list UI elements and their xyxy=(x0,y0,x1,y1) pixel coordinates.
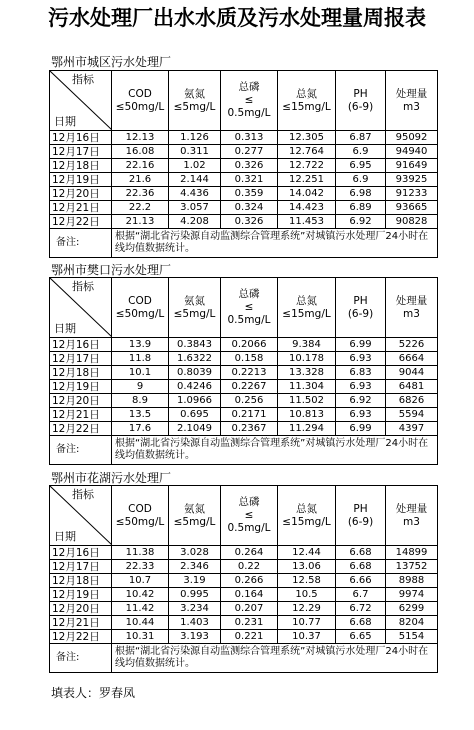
header-ammonia xyxy=(169,486,221,546)
ph-cell: 6.7 xyxy=(336,588,386,602)
nh3-cell: 1.02 xyxy=(169,159,221,173)
header-nitrogen-line: ≤15mg/L xyxy=(282,307,331,320)
vol-cell: 9044 xyxy=(386,366,438,380)
vol-cell: 91233 xyxy=(386,187,438,201)
tn-cell: 10.37 xyxy=(278,630,336,644)
table-row xyxy=(50,408,438,422)
date-cell: 12月16日 xyxy=(50,546,112,560)
nh3-cell: 3.193 xyxy=(169,630,221,644)
ph-cell: 6.9 xyxy=(336,173,386,187)
cod-cell: 12.13 xyxy=(112,131,169,145)
ph-cell: 6.68 xyxy=(336,616,386,630)
header-ph-line: (6-9) xyxy=(347,100,374,113)
indicator-label: 指标 xyxy=(72,73,94,86)
table-row xyxy=(50,546,438,560)
tn-cell: 10.77 xyxy=(278,616,336,630)
diagonal-header-cell xyxy=(50,71,112,131)
date-cell: 12月22日 xyxy=(50,215,112,229)
tn-cell: 13.06 xyxy=(278,560,336,574)
date-label: 日期 xyxy=(54,322,76,335)
header-phosphorus-line: ≤ xyxy=(244,301,254,313)
header-ph xyxy=(336,71,386,131)
nh3-cell: 1.403 xyxy=(169,616,221,630)
header-nitrogen-line: ≤15mg/L xyxy=(282,100,331,113)
tp-cell: 0.22 xyxy=(221,560,278,574)
header-row xyxy=(50,71,438,131)
header-cod-line: ≤50mg/L xyxy=(115,307,165,320)
date-label: 日期 xyxy=(54,530,76,543)
header-ph-line: PH xyxy=(353,294,368,307)
ph-cell: 6.93 xyxy=(336,408,386,422)
date-cell: 12月18日 xyxy=(50,574,112,588)
header-nitrogen xyxy=(278,71,336,131)
date-cell: 12月18日 xyxy=(50,366,112,380)
tp-cell: 0.2171 xyxy=(221,408,278,422)
note-text: 根据“湖北省污染源自动监测综合管理系统”对城镇污水处理厂24小时在线均值数据统计。 xyxy=(112,229,438,258)
header-ammonia-line: 氨氮 xyxy=(184,502,205,515)
header-phosphorus-line: ≤ xyxy=(244,509,254,521)
vol-cell: 93925 xyxy=(386,173,438,187)
header-nitrogen xyxy=(278,486,336,546)
tp-cell: 0.2066 xyxy=(221,338,278,352)
nh3-cell: 2.1049 xyxy=(169,422,221,436)
table-row xyxy=(50,574,438,588)
header-ammonia-line: ≤5mg/L xyxy=(173,515,216,528)
header-cod xyxy=(112,486,169,546)
station-name: 鄂州市花湖污水处理厂 xyxy=(51,471,172,485)
date-cell: 12月17日 xyxy=(50,560,112,574)
tn-cell: 13.328 xyxy=(278,366,336,380)
vol-cell: 94940 xyxy=(386,145,438,159)
ph-cell: 6.89 xyxy=(336,201,386,215)
vol-cell: 14899 xyxy=(386,546,438,560)
nh3-cell: 0.4246 xyxy=(169,380,221,394)
indicator-label: 指标 xyxy=(72,488,94,501)
cod-cell: 11.8 xyxy=(112,352,169,366)
note-row xyxy=(50,229,438,258)
cod-cell: 10.7 xyxy=(112,574,169,588)
ph-cell: 6.68 xyxy=(336,546,386,560)
station-name: 鄂州市樊口污水处理厂 xyxy=(51,263,172,277)
cod-cell: 22.36 xyxy=(112,187,169,201)
tp-cell: 0.326 xyxy=(221,159,278,173)
header-ammonia-line: 氨氮 xyxy=(184,294,205,307)
tp-cell: 0.266 xyxy=(221,574,278,588)
header-nitrogen-line: 总氮 xyxy=(296,87,317,100)
date-cell: 12月19日 xyxy=(50,173,112,187)
vol-cell: 8204 xyxy=(386,616,438,630)
header-volume xyxy=(386,71,438,131)
ph-cell: 6.93 xyxy=(336,380,386,394)
tn-cell: 12.251 xyxy=(278,173,336,187)
nh3-cell: 0.311 xyxy=(169,145,221,159)
tn-cell: 9.384 xyxy=(278,338,336,352)
date-cell: 12月21日 xyxy=(50,616,112,630)
vol-cell: 13752 xyxy=(386,560,438,574)
tn-cell: 12.44 xyxy=(278,546,336,560)
header-ammonia-line: ≤5mg/L xyxy=(173,100,216,113)
vol-cell: 95092 xyxy=(386,131,438,145)
nh3-cell: 0.695 xyxy=(169,408,221,422)
tp-cell: 0.313 xyxy=(221,131,278,145)
nh3-cell: 0.995 xyxy=(169,588,221,602)
date-cell: 12月16日 xyxy=(50,338,112,352)
header-volume-line: m3 xyxy=(403,307,420,320)
nh3-cell: 4.436 xyxy=(169,187,221,201)
date-cell: 12月21日 xyxy=(50,201,112,215)
vol-cell: 90828 xyxy=(386,215,438,229)
table-row xyxy=(50,145,438,159)
date-cell: 12月21日 xyxy=(50,408,112,422)
diagonal-header-cell xyxy=(50,486,112,546)
tp-cell: 0.207 xyxy=(221,602,278,616)
header-phosphorus-line: ≤ xyxy=(244,94,254,106)
header-phosphorus-line: 0.5mg/L xyxy=(227,107,271,119)
table-row xyxy=(50,338,438,352)
header-ammonia-line: 氨氮 xyxy=(184,87,205,100)
ph-cell: 6.99 xyxy=(336,422,386,436)
tp-cell: 0.326 xyxy=(221,215,278,229)
nh3-cell: 3.057 xyxy=(169,201,221,215)
header-phosphorus-line: 总磷 xyxy=(238,288,260,300)
header-cod xyxy=(112,71,169,131)
nh3-cell: 3.19 xyxy=(169,574,221,588)
table-row xyxy=(50,380,438,394)
cod-cell: 22.16 xyxy=(112,159,169,173)
tn-cell: 12.764 xyxy=(278,145,336,159)
ph-cell: 6.92 xyxy=(336,394,386,408)
table-row xyxy=(50,352,438,366)
tp-cell: 0.231 xyxy=(221,616,278,630)
tp-cell: 0.324 xyxy=(221,201,278,215)
tp-cell: 0.264 xyxy=(221,546,278,560)
cod-cell: 10.42 xyxy=(112,588,169,602)
ph-cell: 6.93 xyxy=(336,352,386,366)
table-row xyxy=(50,366,438,380)
tn-cell: 14.423 xyxy=(278,201,336,215)
indicator-label: 指标 xyxy=(72,280,94,293)
nh3-cell: 3.028 xyxy=(169,546,221,560)
ph-cell: 6.9 xyxy=(336,145,386,159)
tn-cell: 12.722 xyxy=(278,159,336,173)
vol-cell: 93665 xyxy=(386,201,438,215)
nh3-cell: 2.144 xyxy=(169,173,221,187)
cod-cell: 17.6 xyxy=(112,422,169,436)
header-ph-line: PH xyxy=(353,87,368,100)
header-ammonia xyxy=(169,71,221,131)
date-cell: 12月22日 xyxy=(50,422,112,436)
header-nitrogen-line: 总氮 xyxy=(296,502,317,515)
tp-cell: 0.164 xyxy=(221,588,278,602)
ph-cell: 6.87 xyxy=(336,131,386,145)
vol-cell: 91649 xyxy=(386,159,438,173)
nh3-cell: 1.6322 xyxy=(169,352,221,366)
station-table xyxy=(49,485,438,673)
header-nitrogen-line: ≤15mg/L xyxy=(282,515,331,528)
vol-cell: 5226 xyxy=(386,338,438,352)
cod-cell: 10.31 xyxy=(112,630,169,644)
date-cell: 12月22日 xyxy=(50,630,112,644)
header-volume-line: 处理量 xyxy=(395,294,428,307)
ph-cell: 6.68 xyxy=(336,560,386,574)
vol-cell: 6481 xyxy=(386,380,438,394)
tn-cell: 12.29 xyxy=(278,602,336,616)
header-ph xyxy=(336,486,386,546)
header-volume-line: 处理量 xyxy=(395,502,428,515)
table-row xyxy=(50,394,438,408)
cod-cell: 13.9 xyxy=(112,338,169,352)
tn-cell: 11.502 xyxy=(278,394,336,408)
tp-cell: 0.359 xyxy=(221,187,278,201)
header-nitrogen xyxy=(278,278,336,338)
table-row xyxy=(50,131,438,145)
header-cod-line: COD xyxy=(128,502,152,515)
header-phosphorus-line: 总磷 xyxy=(238,496,260,508)
station-name: 鄂州市城区污水处理厂 xyxy=(51,55,172,69)
header-ammonia xyxy=(169,278,221,338)
header-cod xyxy=(112,278,169,338)
header-phosphorus xyxy=(221,486,278,546)
header-volume xyxy=(386,486,438,546)
cod-cell: 22.2 xyxy=(112,201,169,215)
cod-cell: 21.6 xyxy=(112,173,169,187)
tn-cell: 11.304 xyxy=(278,380,336,394)
tp-cell: 0.321 xyxy=(221,173,278,187)
table-row xyxy=(50,173,438,187)
date-label: 日期 xyxy=(54,115,76,128)
header-phosphorus-line: 总磷 xyxy=(238,81,260,93)
ph-cell: 6.98 xyxy=(336,187,386,201)
table-row xyxy=(50,215,438,229)
header-cod-line: COD xyxy=(128,294,152,307)
nh3-cell: 1.0966 xyxy=(169,394,221,408)
header-nitrogen-line: 总氮 xyxy=(296,294,317,307)
ph-cell: 6.65 xyxy=(336,630,386,644)
date-cell: 12月20日 xyxy=(50,187,112,201)
header-volume xyxy=(386,278,438,338)
header-cod-line: COD xyxy=(128,87,152,100)
ph-cell: 6.92 xyxy=(336,215,386,229)
tn-cell: 11.294 xyxy=(278,422,336,436)
table-row xyxy=(50,588,438,602)
tp-cell: 0.2213 xyxy=(221,366,278,380)
header-volume-line: 处理量 xyxy=(395,87,428,100)
ph-cell: 6.99 xyxy=(336,338,386,352)
station-table xyxy=(49,70,438,258)
tp-cell: 0.2267 xyxy=(221,380,278,394)
cod-cell: 11.38 xyxy=(112,546,169,560)
table-row xyxy=(50,159,438,173)
tp-cell: 0.2367 xyxy=(221,422,278,436)
date-cell: 12月17日 xyxy=(50,145,112,159)
ph-cell: 6.66 xyxy=(336,574,386,588)
note-row xyxy=(50,644,438,673)
header-ph-line: (6-9) xyxy=(347,515,374,528)
vol-cell: 5154 xyxy=(386,630,438,644)
table-row xyxy=(50,422,438,436)
vol-cell: 4397 xyxy=(386,422,438,436)
header-cod-line: ≤50mg/L xyxy=(115,515,165,528)
date-cell: 12月19日 xyxy=(50,380,112,394)
header-ph-line: PH xyxy=(353,502,368,515)
cod-cell: 16.08 xyxy=(112,145,169,159)
cod-cell: 9 xyxy=(112,380,169,394)
header-phosphorus xyxy=(221,71,278,131)
date-cell: 12月20日 xyxy=(50,602,112,616)
ph-cell: 6.95 xyxy=(336,159,386,173)
ph-cell: 6.72 xyxy=(336,602,386,616)
header-phosphorus-line: 0.5mg/L xyxy=(227,522,271,534)
cod-cell: 21.13 xyxy=(112,215,169,229)
cod-cell: 13.5 xyxy=(112,408,169,422)
table-row xyxy=(50,616,438,630)
date-cell: 12月20日 xyxy=(50,394,112,408)
header-volume-line: m3 xyxy=(403,515,420,528)
station-table xyxy=(49,277,438,465)
header-phosphorus-line: 0.5mg/L xyxy=(227,314,271,326)
table-row xyxy=(50,201,438,215)
header-volume-line: m3 xyxy=(403,100,420,113)
note-row xyxy=(50,436,438,465)
cod-cell: 11.42 xyxy=(112,602,169,616)
table-row xyxy=(50,560,438,574)
nh3-cell: 3.234 xyxy=(169,602,221,616)
filler-name: 填表人：罗春凤 xyxy=(51,686,136,700)
nh3-cell: 0.8039 xyxy=(169,366,221,380)
cod-cell: 8.9 xyxy=(112,394,169,408)
tp-cell: 0.158 xyxy=(221,352,278,366)
note-label: 备注: xyxy=(50,436,112,465)
vol-cell: 9974 xyxy=(386,588,438,602)
report-title: 污水处理厂出水水质及污水处理量周报表 xyxy=(48,5,426,30)
vol-cell: 5594 xyxy=(386,408,438,422)
header-ph xyxy=(336,278,386,338)
tn-cell: 10.5 xyxy=(278,588,336,602)
tp-cell: 0.221 xyxy=(221,630,278,644)
header-cod-line: ≤50mg/L xyxy=(115,100,165,113)
diagonal-header-cell xyxy=(50,278,112,338)
tn-cell: 10.813 xyxy=(278,408,336,422)
nh3-cell: 2.346 xyxy=(169,560,221,574)
date-cell: 12月16日 xyxy=(50,131,112,145)
note-text: 根据“湖北省污染源自动监测综合管理系统”对城镇污水处理厂24小时在线均值数据统计。 xyxy=(112,436,438,465)
date-cell: 12月17日 xyxy=(50,352,112,366)
note-label: 备注: xyxy=(50,644,112,673)
tn-cell: 10.178 xyxy=(278,352,336,366)
cod-cell: 10.1 xyxy=(112,366,169,380)
note-text: 根据“湖北省污染源自动监测综合管理系统”对城镇污水处理厂24小时在线均值数据统计。 xyxy=(112,644,438,673)
table-row xyxy=(50,630,438,644)
header-ph-line: (6-9) xyxy=(347,307,374,320)
tn-cell: 12.305 xyxy=(278,131,336,145)
nh3-cell: 0.3843 xyxy=(169,338,221,352)
vol-cell: 6664 xyxy=(386,352,438,366)
date-cell: 12月19日 xyxy=(50,588,112,602)
cod-cell: 10.44 xyxy=(112,616,169,630)
note-label: 备注: xyxy=(50,229,112,258)
cod-cell: 22.33 xyxy=(112,560,169,574)
vol-cell: 6826 xyxy=(386,394,438,408)
header-ammonia-line: ≤5mg/L xyxy=(173,307,216,320)
tp-cell: 0.277 xyxy=(221,145,278,159)
ph-cell: 6.83 xyxy=(336,366,386,380)
vol-cell: 6299 xyxy=(386,602,438,616)
tn-cell: 11.453 xyxy=(278,215,336,229)
vol-cell: 8988 xyxy=(386,574,438,588)
header-phosphorus xyxy=(221,278,278,338)
header-row xyxy=(50,278,438,338)
header-row xyxy=(50,486,438,546)
nh3-cell: 1.126 xyxy=(169,131,221,145)
table-row xyxy=(50,187,438,201)
tp-cell: 0.256 xyxy=(221,394,278,408)
date-cell: 12月18日 xyxy=(50,159,112,173)
table-row xyxy=(50,602,438,616)
nh3-cell: 4.208 xyxy=(169,215,221,229)
tn-cell: 12.58 xyxy=(278,574,336,588)
tn-cell: 14.042 xyxy=(278,187,336,201)
